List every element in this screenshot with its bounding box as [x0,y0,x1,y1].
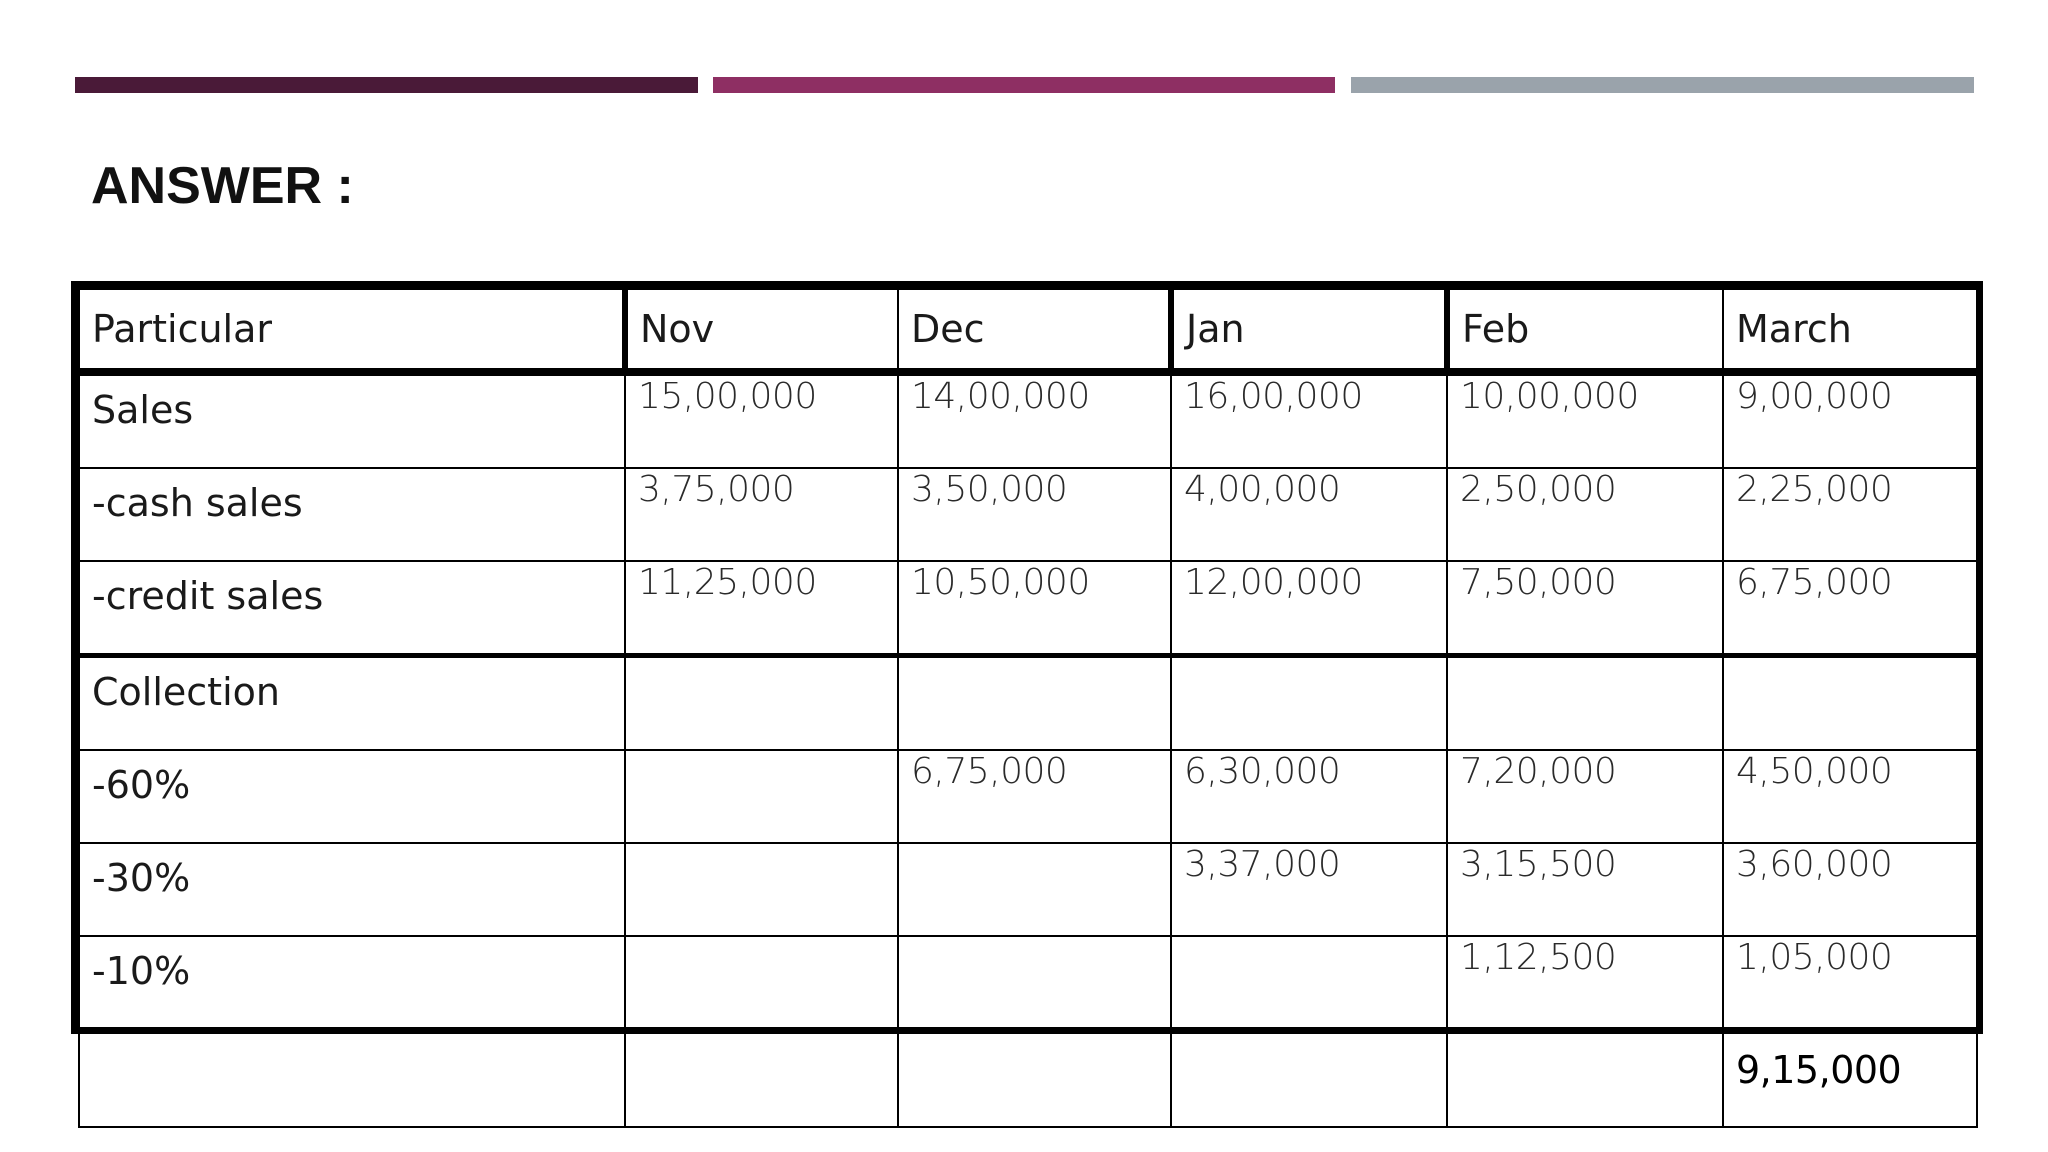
row-label: -10% [79,936,625,1031]
cell-value: 3,15,500 [1447,843,1723,936]
cell-value: 4,50,000 [1723,750,1977,843]
cell-value [625,843,898,936]
header-cell-dec: Dec [898,289,1171,372]
header-cell-nov: Nov [625,289,898,372]
cell-value [1447,1031,1723,1127]
cell-value [625,656,898,751]
cell-value: 3,37,000 [1171,843,1447,936]
cell-value [625,1031,898,1127]
table-row [79,843,1977,936]
answer-table [71,281,1983,1092]
cell-value: 2,50,000 [1447,468,1723,561]
accent-bar-gray [1351,77,1974,93]
row-label: -cash sales [79,468,625,561]
table-header-row [79,289,1977,372]
cell-value: 14,00,000 [898,372,1171,468]
cell-value: 4,00,000 [1171,468,1447,561]
cell-value: 11,25,000 [625,561,898,656]
cell-value [1723,656,1977,751]
cell-value: 7,20,000 [1447,750,1723,843]
cell-value: 12,00,000 [1171,561,1447,656]
cell-value [1171,1031,1447,1127]
cell-value: 6,75,000 [1723,561,1977,656]
header-cell-jan: Jan [1171,289,1447,372]
cell-value: 16,00,000 [1171,372,1447,468]
cell-value [898,936,1171,1031]
header-cell-particular: Particular [79,289,625,372]
cell-value [1447,656,1723,751]
cell-value [1171,936,1447,1031]
cell-value [898,656,1171,751]
cell-value: 10,00,000 [1447,372,1723,468]
table-row [79,656,1977,751]
table-row [79,750,1977,843]
cell-value [898,1031,1171,1127]
cell-value: 7,50,000 [1447,561,1723,656]
accent-bar-magenta [713,77,1335,93]
table-total-row [79,1031,1977,1127]
cell-value: 6,30,000 [1171,750,1447,843]
cell-value: 6,75,000 [898,750,1171,843]
row-label: Sales [79,372,625,468]
table-row [79,468,1977,561]
slide-heading: ANSWER : [91,157,354,215]
cell-value: 10,50,000 [898,561,1171,656]
table-row [79,936,1977,1031]
cell-value: 15,00,000 [625,372,898,468]
header-cell-march: March [1723,289,1977,372]
row-label: -30% [79,843,625,936]
cell-value: 9,00,000 [1723,372,1977,468]
total-value: 9,15,000 [1723,1031,1977,1127]
cell-value: 1,12,500 [1447,936,1723,1031]
row-label: -60% [79,750,625,843]
cell-value: 3,50,000 [898,468,1171,561]
table-row [79,561,1977,656]
cell-value: 1,05,000 [1723,936,1977,1031]
row-label: -credit sales [79,561,625,656]
cell-value: 3,75,000 [625,468,898,561]
table-row [79,372,1977,468]
accent-bar-dark-plum [75,77,698,93]
row-label [79,1031,625,1127]
cell-value [625,936,898,1031]
header-cell-feb: Feb [1447,289,1723,372]
cell-value: 2,25,000 [1723,468,1977,561]
row-label: Collection [79,656,625,751]
cell-value [1171,656,1447,751]
cell-value [898,843,1171,936]
cell-value: 3,60,000 [1723,843,1977,936]
cell-value [625,750,898,843]
